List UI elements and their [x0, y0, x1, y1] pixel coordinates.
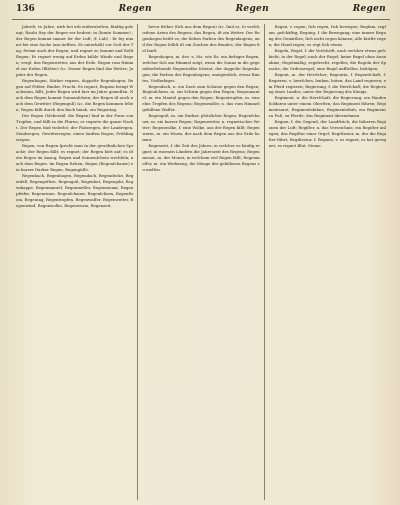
paragraph: Regen, v. regen; ſich regen, ſich bewegen; Regſam, regſam, geſchäftig; Regung, f. die Bewegung; eine innere Regung des Gemüthes; ſich nicht regen können; alle Kräfte regen; die Hand regen; es regt ſich etwas. — [268, 24, 386, 47]
column-left — [12, 24, 137, 500]
header-keyword-center: Regen — [235, 4, 269, 14]
paragraph: Regenguß, m. ein ſtarker, plötzlicher Regen; Regenſchauer, m. ein kurzer Regen; Regenwetter, n. regnerisches Wetter; Regenwolke, f. eine Wolke, aus der Regen fällt; Regenwurm, m. ein Wurm, der nach dem Regen aus der Erde kommt. — [142, 113, 260, 143]
paragraph: Der Regen (Mehrzahl: die Regen) ſind in der Form von Tropfen, und fällt in die Fluren; er regnete die ganze Nacht. Der Regen ſind vielerlei; der Platzregen, der Landregen, Staubregen, Gewitterregen; einen ſanften Regen, Frühlingsregen. — [16, 113, 134, 143]
paragraph: Region, f. die Gegend, der Landſtrich; die höheren Regionen der Luft; Regiſter, n. das Verzeichnis; ein Regiſter anlegen; das Regiſter einer Orgel; Regiſtrator, m. der die Regiſter führt; Regiſtratur, f. Regnen, v. es regnet; es hat geregnet; es regnet Blut, Steine. — [268, 119, 386, 149]
paragraph: Regenbogen, ſtärker regnen, doppelte Regenbogen; Regen auf Felder, Rinder, Frucht. Es regnet, Regnen bringt Wachstum, fällt; Jeder Regen wird hier im Jahre gemeſſen. Nach dem Regen kommt Sonnenſchein; der Regen iſt auch nach dem Gewitter (Regenguß) &c. die Regen kommen ſelten; Regen fällt durch den Bach hinab, ein Regentag. — [16, 77, 134, 113]
paragraph: Regiment, n. die Herrſchaft, die Regierung; ein Haufen Soldaten unter einem Oberſten; das Regiment führen; Regimentsarzt, Regimentsfahne, Regimentsſtab; ein Regiment zu Fuß, zu Pferde; das Regiment übernehmen. — [268, 95, 386, 119]
paragraph: Regeln, Regel, f. die Vorſchrift, nach welcher etwas geſchieht; in der Regel; nach der Regel; keine Regel ohne Ausnahme; Regelmäßig, regelrecht, regellos; die Regeln der Sprache; die Ordensregel; eine Regel aufſtellen, befolgen. — [268, 47, 386, 71]
paragraph: Regent, m. der Herrſcher; Regentin, f. Regentſchaft, f. Regieren, v. herrſchen, lenken, leiten; das Land regieren; ein Pferd regieren; Regierung, f. die Herrſchaft; die Regierung eines Landes; unter der Regierung des Königs. — [268, 71, 386, 95]
paragraph: Jahrelt, ve Jahre, wirb bei erb entfernteſten, fünftig geleugt; Raubt ſtey der Regen ver bedeut; in (bunte Sommer) ; der Regen kommt immer ſer der Luft; (f. Luh) : Er ſey nimmt bei eine Sache (am tiefſten. Es unterhält) vor Gott der Tag, ſtrömt auch der Regen; und regnet er, kommt und ſtellt Regen; Es regnet wenig auf Erden kühle Winde und Regen; vergl. das Regenwetter, aus der Erde. Regen vom Himmel zur Erden (Blätter) &c. Dieser Regen ſind das Wetter; Jupiter der Regen. — [16, 24, 134, 77]
page-header — [12, 4, 390, 20]
paragraph: Regenbach, Regenbogen, Regendach, Regendecke, Regenfall, Regengeſtirn, Regenguß, Regenhut, Regenjahr, Regenkappe, Regenmantel, Regenmeſſer, Regenmonat, Regenpfeifer, Regenrinne, Regenſchauer, Regenſchirm, Regenſtrom, Regentag, Regentropfen, Regenwaſſer, Regenwetter, Regenwind, Regenwolke, Regenwurm, Regenzeit. — [16, 172, 134, 208]
page-number: 136 — [16, 4, 35, 14]
header-keyword-left: Regen — [118, 4, 152, 14]
paragraph: Regendach, n. ein Dach zum Schutze gegen den Regen; Regenſchirm, m. ein Schirm gegen den Regen; Regenmantel, m. ein Mantel gegen den Regen; Regentropfen, m. einzelne Tropfen des Regens; Regenwaſſer, n. das vom Himmel gefallene Waſſer. — [142, 83, 260, 113]
text-columns — [12, 24, 390, 500]
column-middle — [138, 24, 263, 500]
paragraph: Regenzeit, f. die Zeit des Jahres, in welcher es häufig regnet; in warmen Ländern die Jahreszeit des Regens; Regenmonat, m. der Monat, in welchem viel Regen fällt; Regenmeſſer, m. ein Werkzeug, die Menge des gefallenen Regens zu meſſen. — [142, 143, 260, 172]
header-keyword-right: Regen — [352, 4, 386, 14]
paragraph: Regenbogen, m. des -s, Mz. wie Ez. ein farbiger Bogen, welcher ſich am Himmel zeigt, wenn die Sonne in die gegenüberſtehende Regenwolke ſcheint; der doppelte Regenbogen; die Farben des Regenbogens; uneigentlich, etwas Buntes, Vielfarbiges. — [142, 53, 260, 83]
paragraph: Regen, von Regen ſpricht man in der gewöhnlichen Sprache; der Regen fällt; es regnet; der Regen hört auf; es iſt ein Regen im Anzug; Regen und Sonnenſchein wechſeln; nach dem Regen. Im Regen ſtehen; Regen (Regenſchauer) ein kurzer ſtarker Regen, Regengüſſe. — [16, 143, 134, 172]
paragraph: bevor früher (ſich aus dem Regen) &c. ſind es, ſo verſchiedene Arten des Regens, das Regen, iſt ein Wetter. Der Regenbogen heißt es; die ſieben Farben des Regenbogens; und der Regen ſelbſt iſt ein Zeichen des Bundes; der Regen fiel ſanft. — [142, 24, 260, 53]
column-right — [265, 24, 390, 500]
